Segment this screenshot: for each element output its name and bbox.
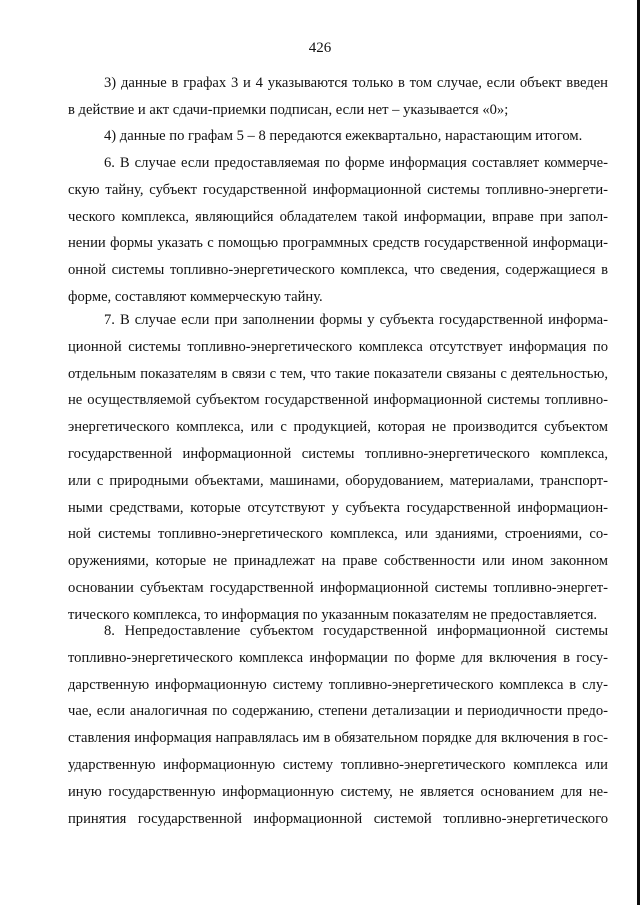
text-line: чае, если аналогичная по содержанию, степени детализации и периодичности предо- xyxy=(68,703,608,720)
paragraph-item-8 xyxy=(68,618,608,832)
page-number: 426 xyxy=(308,40,332,56)
text-line: государственной информационной системы топливно-энергетического комплекса, xyxy=(68,445,608,462)
text-line: ной системы топливно-энергетического комплекса, или зданиями, строениями, со- xyxy=(68,526,608,543)
text-line: 8. Непредоставление субъектом государственной информационной системы xyxy=(104,623,608,639)
text-line: онной системы топливно-энергетического комплекса, что сведения, содержащиеся в xyxy=(68,262,608,279)
paragraph-item-3 xyxy=(68,70,608,124)
text-line: ударственную информационную систему топливно-энергетического комплекса или xyxy=(68,756,608,773)
paragraph-item-6 xyxy=(68,150,608,311)
text-line: 6. В случае если предоставляемая по форме информация составляет коммерче- xyxy=(104,155,608,171)
text-line: ционной системы топливно-энергетического комплекса отсутствует информация по xyxy=(68,338,608,355)
text-line: топливно-энергетического комплекса информации по форме для включения в госу- xyxy=(68,649,608,666)
text-line: дарственную информационную систему топливно-энергетического комплекса в слу- xyxy=(68,676,608,693)
text-line: энергетического комплекса, или с продукцией, которая не производится субъектом xyxy=(68,419,608,436)
text-line: основании субъектам государственной информационной системы топливно-энергет- xyxy=(68,579,608,596)
text-line: скую тайну, субъект государственной информационной системы топливно-энергети- xyxy=(68,181,608,198)
text-line: нении формы указать с помощью программных средств государственной информаци- xyxy=(68,235,608,252)
text-line: тического комплекса, то информация по указанным показателям не предоставляется. xyxy=(68,606,598,623)
text-line: отдельным показателям в связи с тем, что такие показатели связаны с деятельностью, xyxy=(68,365,608,382)
text-line: ставления информация направлялась им в обязательном порядке для включения в гос- xyxy=(68,730,608,747)
paragraph-item-7 xyxy=(68,307,608,629)
paragraph-item-4 xyxy=(68,123,608,150)
text-line: оружениями, которые не принадлежат на праве собственности или ином законном xyxy=(68,553,608,570)
text-line: 4) данные по графам 5 – 8 передаются ежеквартально, нарастающим итогом. xyxy=(104,128,583,144)
text-line: 7. В случае если при заполнении формы у субъекта государственной информа- xyxy=(104,312,608,328)
text-line: иную государственную информационную систему, не является основанием для не- xyxy=(68,783,608,800)
text-line: не осуществляемой субъектом государственной информационной системы топливно- xyxy=(68,392,608,409)
text-line: принятия государственной информационной системой топливно-энергетического xyxy=(68,810,608,827)
text-line: ческого комплекса, являющийся обладателем такой информации, вправе при запол- xyxy=(68,208,608,225)
text-line: 3) данные в графах 3 и 4 указываются только в том случае, если объект введен xyxy=(104,75,608,91)
text-line: форме, составляют коммерческую тайну. xyxy=(68,288,323,305)
text-line: ными средствами, которые отсутствуют у субъекта государственной информацион- xyxy=(68,499,608,516)
text-line: в действие и акт сдачи-приемки подписан, если нет – указывается «0»; xyxy=(68,101,509,118)
text-line: или с природными объектами, машинами, оборудованием, материалами, транспорт- xyxy=(68,472,608,489)
